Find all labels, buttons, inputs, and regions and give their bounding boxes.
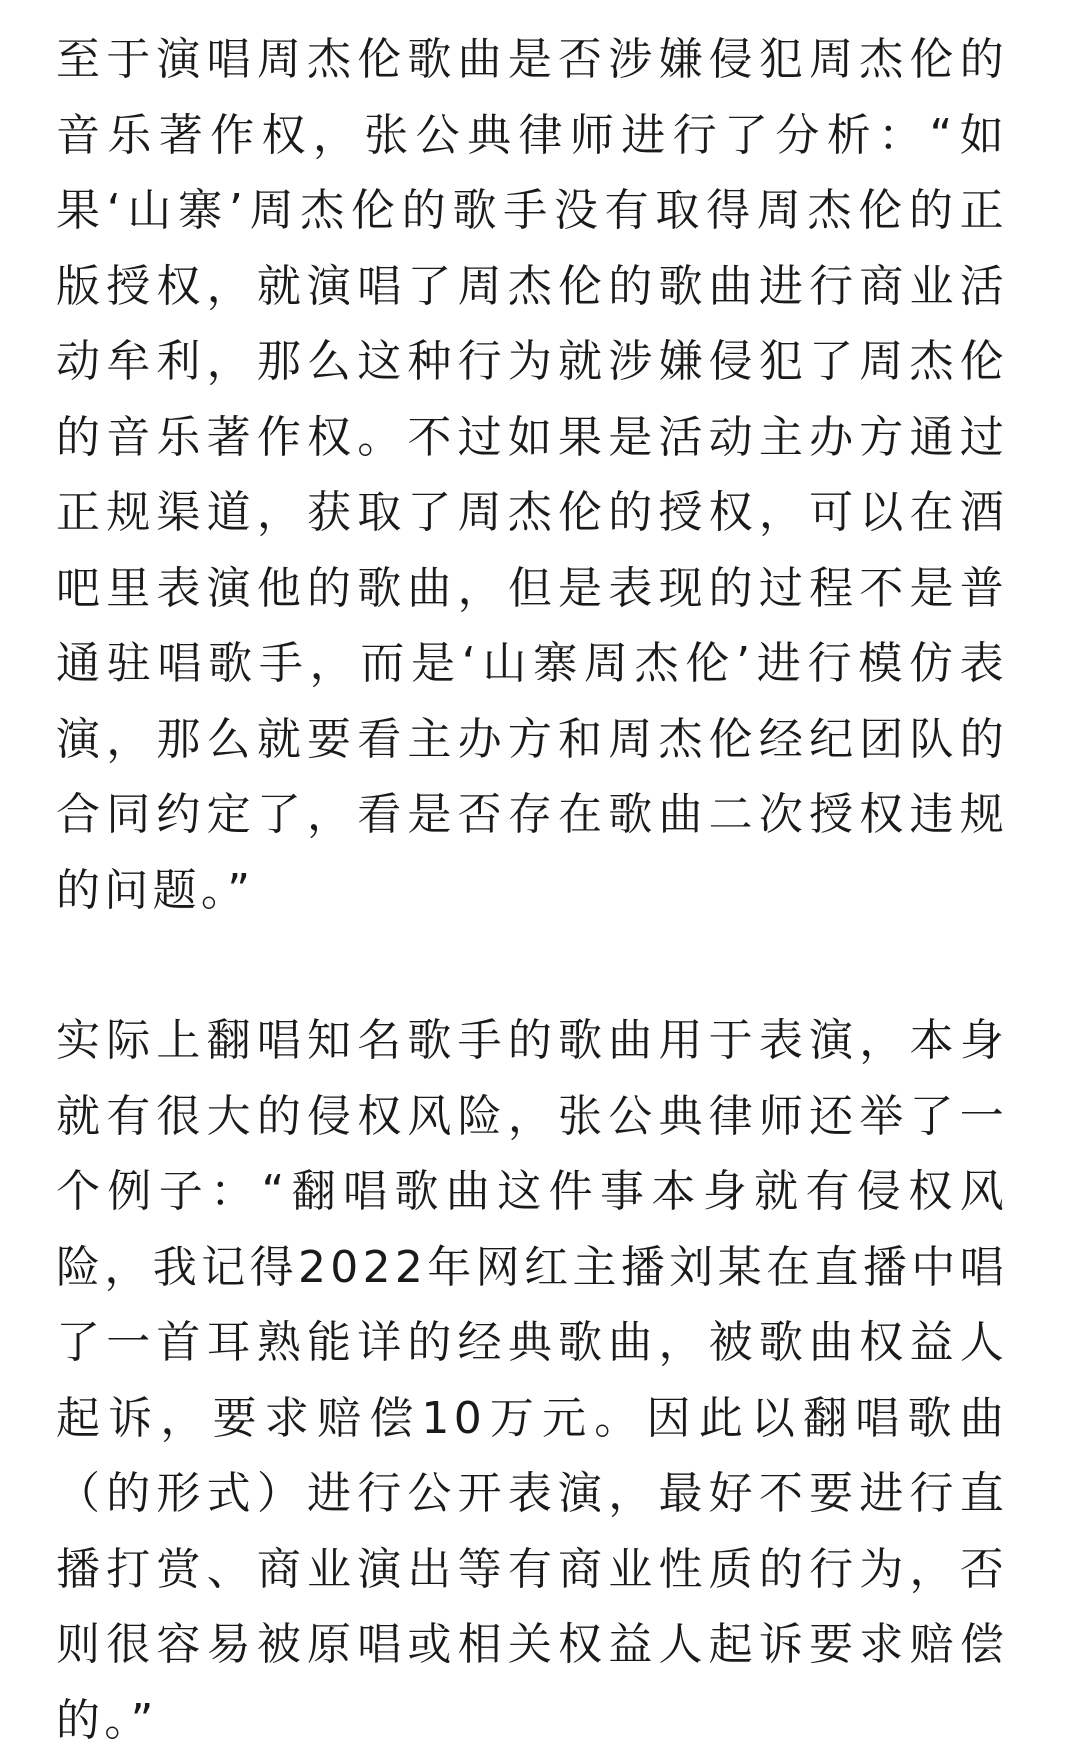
article-body bbox=[56, 22, 1008, 1758]
paragraph-cover-song-risk: 实际上翻唱知名歌手的歌曲用于表演，本身就有很大的侵权风险，张公典律师还举了一个例子：“翻唱歌曲这件事本身就有侵权风险，我记得2022年网红主播刘某在直播中唱了一首耳熟能详的经典歌曲，被歌曲权益人起诉，要求赔偿10万元。因此以翻唱歌曲（的形式）进行公开表演，最好不要进行直播打赏、商业演出等有商业性质的行为，否则很容易被原唱或相关权益人起诉要求赔偿的。” bbox=[56, 1015, 1008, 1746]
paragraph-copyright-analysis: 至于演唱周杰伦歌曲是否涉嫌侵犯周杰伦的音乐著作权，张公典律师进行了分析：“如果‘山寨’周杰伦的歌手没有取得周杰伦的正版授权，就演唱了周杰伦的歌曲进行商业活动牟利，那么这种行为就涉嫌侵犯了周杰伦的音乐著作权。不过如果是活动主办方通过正规渠道，获取了周杰伦的授权，可以在酒吧里表演他的歌曲，但是表现的过程不是普通驻唱歌手，而是‘山寨周杰伦’进行模仿表演，那么就要看主办方和周杰伦经纪团队的合同约定了，看是否存在歌曲二次授权违规的问题。” bbox=[56, 34, 1008, 916]
